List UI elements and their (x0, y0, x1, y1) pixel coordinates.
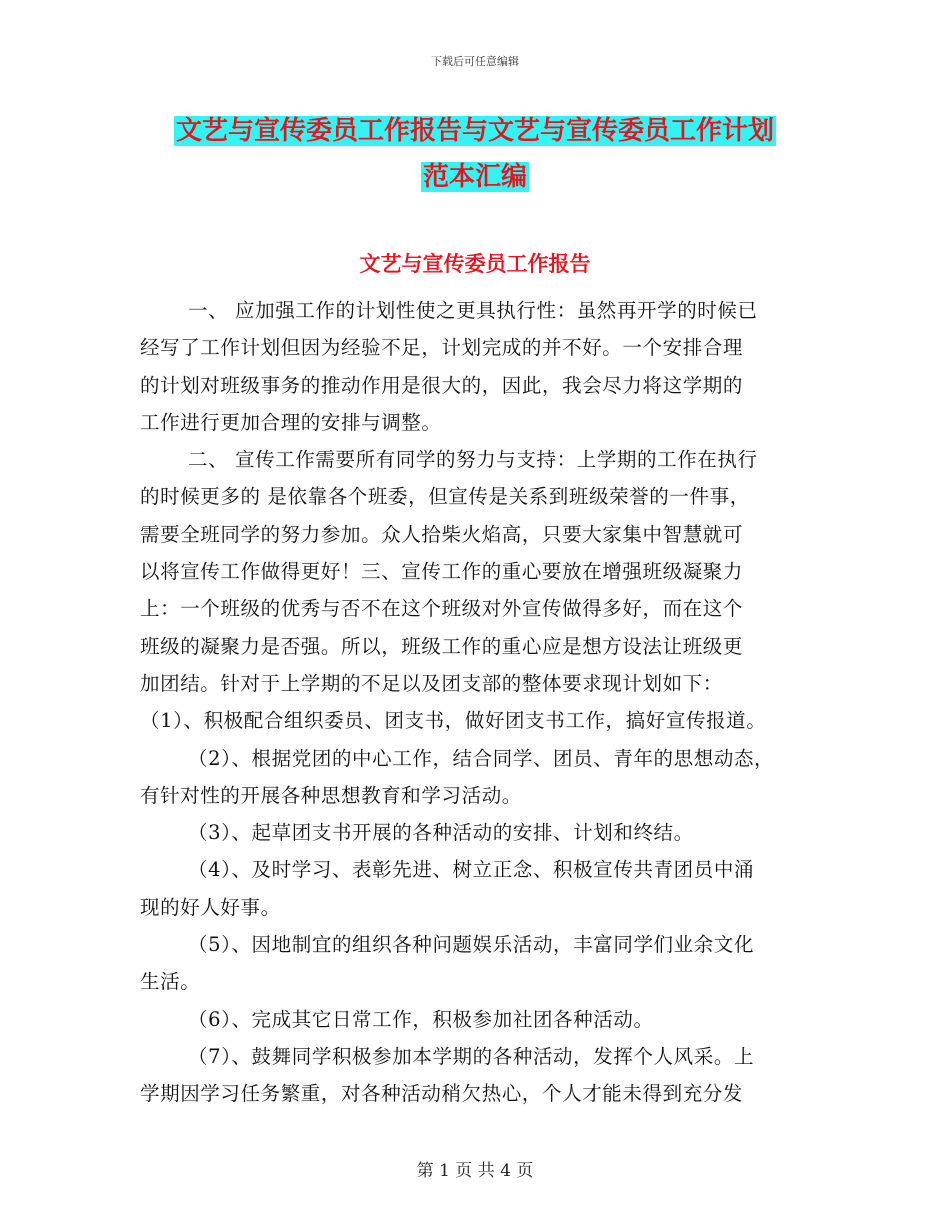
body-line: 工作进行更加合理的安排与调整。 (140, 410, 442, 434)
page-footer: 第 1 页 共 4 页 (416, 1161, 534, 1181)
body-line: 生活。 (140, 970, 201, 994)
title-highlight-2: 范本汇编 (422, 162, 527, 192)
document-title-line-2 (140, 154, 810, 200)
body-line: 经写了工作计划但因为经验不足，计划完成的并不好。一个安排合理 (140, 336, 744, 360)
body-line: 二、 宣传工作需要所有同学的努力与支持：上学期的工作在执行 (188, 448, 758, 472)
title-highlight-1: 文艺与宣传委员工作报告与文艺与宣传委员工作计划 (175, 116, 774, 146)
document-title-line-1 (140, 108, 810, 154)
body-line: 的计划对班级事务的推动作用是很大的，因此，我会尽力将这学期的 (140, 373, 744, 397)
body-line: 需要全班同学的努力参加。众人拾柴火焰高，只要大家集中智慧就可 (140, 522, 744, 546)
section-title: 文艺与宣传委员工作报告 (359, 252, 591, 276)
body-line: 一、 应加强工作的计划性使之更具执行性：虽然再开学的时候已 (188, 299, 758, 322)
document-title (140, 108, 810, 200)
body-line: 有针对性的开展各种思想教育和学习活动。 (140, 783, 522, 807)
body-line: 现的好人好事。 (140, 895, 281, 919)
body-line: （7）、鼓舞同学积极参加本学期的各种活动，发挥个人风采。上 (188, 1044, 755, 1068)
body-line: 的时候更多的 是依靠各个班委，但宣传是关系到班级荣誉的一件事， (140, 485, 750, 509)
body-text (140, 292, 812, 1113)
body-line: （6）、完成其它日常工作，积极参加社团各种活动。 (188, 1007, 654, 1031)
body-line: 学期因学习任务繁重，对各种活动稍欠热心，个人才能未得到充分发 (140, 1082, 744, 1106)
body-line: （2）、根据党团的中心工作，结合同学、团员、青年的思想动态， (188, 746, 775, 770)
body-line: 加团结。针对于上学期的不足以及团支部的整体要求现计划如下： (140, 671, 723, 695)
body-line: 上：一个班级的优秀与否不在这个班级对外宣传做得多好，而在这个 (140, 597, 744, 621)
body-line: （3）、起草团支书开展的各种活动的安排、计划和终结。 (188, 821, 694, 845)
body-line: 以将宣传工作做得更好！三、宣传工作的重心要放在增强班级凝聚力 (140, 560, 744, 584)
body-line: （4）、及时学习、表彰先进、树立正念、积极宣传共青团员中涌 (188, 858, 755, 882)
body-line: （5）、因地制宜的组织各种问题娱乐活动，丰富同学们业余文化 (188, 933, 755, 957)
header-note: 下载后可任意编辑 (431, 55, 519, 68)
body-line: （1）、积极配合组织委员、团支书，做好团支书工作，搞好宣传报道。 (140, 709, 767, 733)
body-line: 班级的凝聚力是否强。所以，班级工作的重心应是想方设法让班级更 (140, 634, 744, 658)
